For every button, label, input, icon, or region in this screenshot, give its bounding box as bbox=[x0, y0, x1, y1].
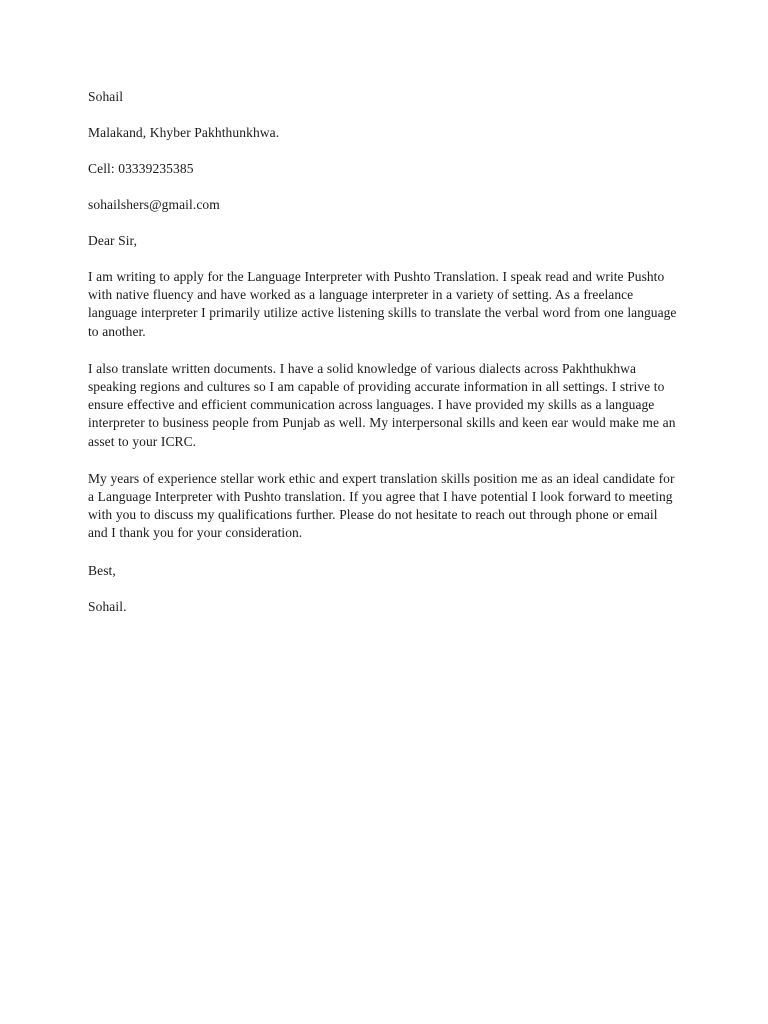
sender-email: sohailshers@gmail.com bbox=[88, 197, 220, 212]
body-paragraph-3: My years of experience stellar work ethic and expert translation skills position me as an ideal candidate for a Language Interpreter with Pushto translation. If you agree that I have potential I look forward to meeting with you to discuss my qualifications further. Please do not hesitate to reach out through phone or email and I thank you for your consideration. bbox=[88, 470, 675, 541]
body-paragraph-1: I am writing to apply for the Language Interpreter with Pushto Translation. I speak read and write Pushto with native fluency and have worked as a language interpreter in a variety of setting. As a freelance language interpreter I primarily utilize active listening skills to translate the verbal word from one language to another. bbox=[88, 269, 677, 339]
valediction: Best, bbox=[88, 562, 116, 578]
sender-contact-block bbox=[88, 88, 680, 213]
body-paragraph-2: I also translate written documents. I have a solid knowledge of various dialects across Pakhthukhwa speaking regions and cultures so I am capable of providing accurate information in all settings. I strive to ensure effective and efficient communication across languages. I have provided my skills as a language interpreter to business people from Punjab as well. My interpersonal skills and keen ear would make me an asset to your ICRC. bbox=[88, 360, 676, 449]
sender-address: Malakand, Khyber Pakhthunkhwa. bbox=[88, 125, 280, 140]
blank-page-area bbox=[0, 620, 768, 1024]
letter-body bbox=[88, 88, 680, 615]
sender-name: Sohail bbox=[88, 89, 124, 104]
sender-phone: Cell: 03339235385 bbox=[88, 161, 194, 176]
salutation: Dear Sir, bbox=[88, 233, 138, 248]
signature-name: Sohail. bbox=[88, 598, 127, 614]
